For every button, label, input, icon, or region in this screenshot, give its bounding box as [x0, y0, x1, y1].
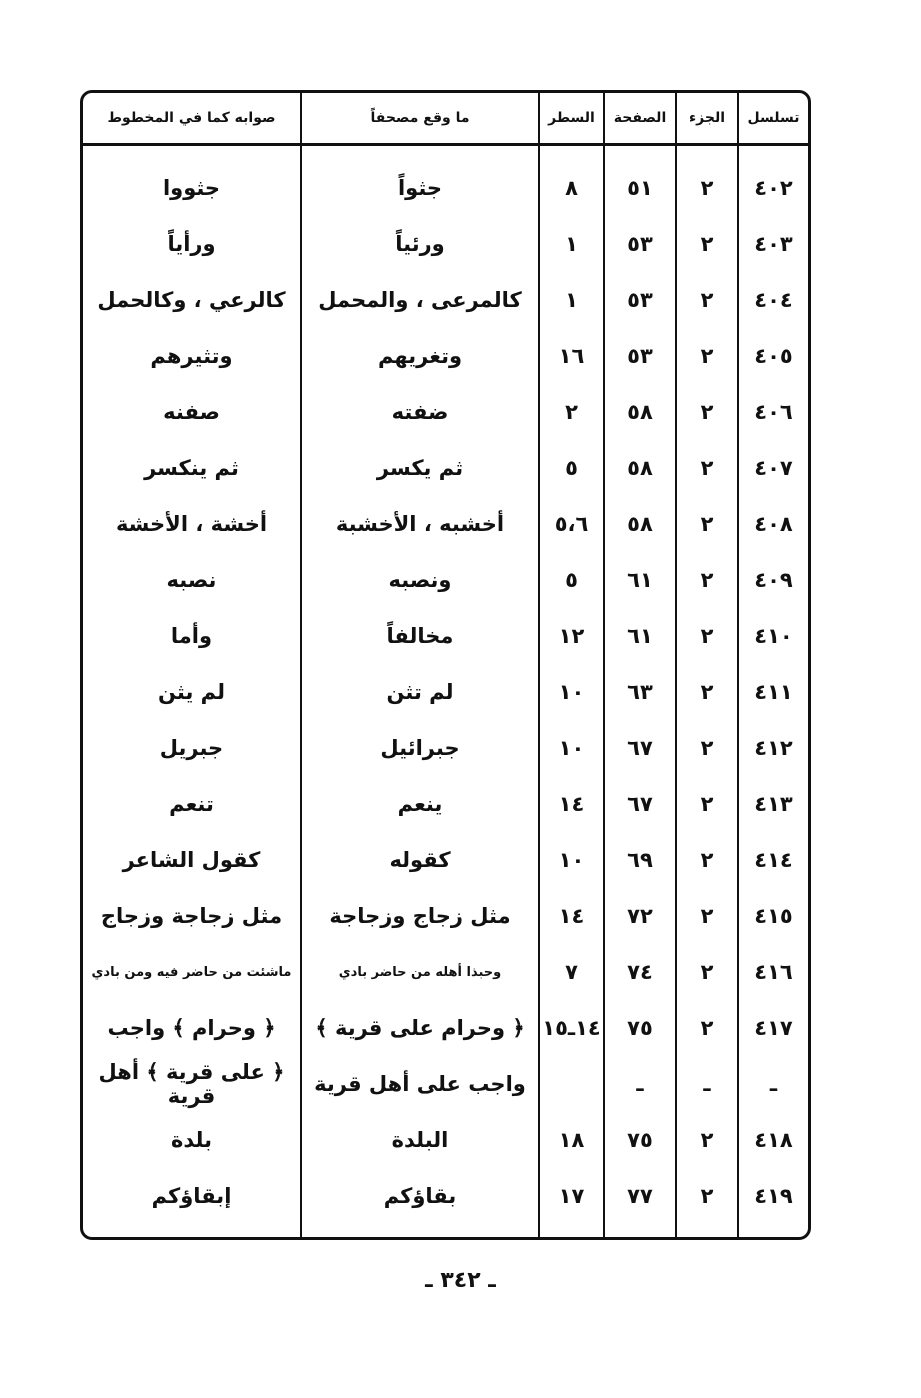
cell-wrong: كالمرعى ، والمحمل — [301, 272, 539, 328]
cell-page: ٦٧ — [604, 720, 676, 776]
cell-wrong: أخشبه ، الأخشبة — [301, 496, 539, 552]
header-correct: صوابه كما في المخطوط — [83, 93, 301, 145]
cell-wrong: مخالفاً — [301, 608, 539, 664]
cell-wrong: بقاؤكم — [301, 1168, 539, 1224]
cell-wrong: وتغريهم — [301, 328, 539, 384]
table-body — [83, 145, 808, 1239]
cell-page: ٥٣ — [604, 328, 676, 384]
cell-part: ـ — [676, 1056, 738, 1112]
cell-serial: ٤٠٩ — [738, 552, 808, 608]
table-row — [83, 1168, 808, 1224]
cell-correct: كقول الشاعر — [122, 848, 261, 872]
cell-serial: ـ — [738, 1056, 808, 1112]
header-serial: تسلسل — [738, 93, 808, 145]
cell-part: ٢ — [676, 496, 738, 552]
cell-serial: ٤١١ — [738, 664, 808, 720]
cell-part: ٢ — [676, 776, 738, 832]
cell-part: ٢ — [676, 1000, 738, 1056]
cell-page: ٧٢ — [604, 888, 676, 944]
cell-correct: وتثيرهم — [150, 344, 233, 368]
cell-part: ٢ — [676, 216, 738, 272]
cell-page: ٥٣ — [604, 216, 676, 272]
cell-line — [539, 1056, 604, 1112]
cell-serial: ٤٠٦ — [738, 384, 808, 440]
cell-part: ٢ — [676, 608, 738, 664]
cell-line: ١٧ — [539, 1168, 604, 1224]
cell-correct: جثووا — [162, 176, 221, 200]
cell-correct: أخشة ، الأخشة — [115, 512, 268, 536]
table-row — [83, 440, 808, 496]
cell-wrong: واجب على أهل قرية — [301, 1056, 539, 1112]
cell-correct: ماشئت من حاضر فيه ومن بادي — [91, 964, 292, 980]
cell-correct: إبقاؤكم — [151, 1184, 232, 1208]
cell-correct: بلدة — [171, 1128, 212, 1152]
table-row — [83, 552, 808, 608]
cell-wrong: كقوله — [301, 832, 539, 888]
cell-line: ١٤ — [539, 888, 604, 944]
cell-page: ٥٨ — [604, 496, 676, 552]
cell-serial: ٤٠٢ — [738, 160, 808, 216]
cell-line: ٧ — [539, 944, 604, 1000]
table-row — [83, 1112, 808, 1168]
cell-serial: ٤١٨ — [738, 1112, 808, 1168]
cell-line: ١٠ — [539, 720, 604, 776]
cell-line: ١٠ — [539, 832, 604, 888]
cell-correct: ثم ينكسر — [144, 456, 239, 480]
cell-correct: صفنه — [163, 400, 220, 424]
cell-page: ٦١ — [604, 608, 676, 664]
cell-correct: كالرعي ، وكالحمل — [97, 288, 286, 312]
cell-serial: ٤٠٧ — [738, 440, 808, 496]
cell-serial: ٤٠٨ — [738, 496, 808, 552]
cell-page: ٥١ — [604, 160, 676, 216]
cell-serial: ٤١٤ — [738, 832, 808, 888]
cell-page: ٧٧ — [604, 1168, 676, 1224]
cell-wrong: جبرائيل — [301, 720, 539, 776]
cell-correct: لم يثن — [157, 680, 226, 704]
cell-part: ٢ — [676, 552, 738, 608]
cell-line: ٥ — [539, 552, 604, 608]
cell-page: ٧٤ — [604, 944, 676, 1000]
cell-wrong: ﴿ وحرام على قرية ﴾ — [301, 1000, 539, 1056]
cell-correct: ﴿ على قرية ﴾ أهل قرية — [98, 1060, 285, 1108]
cell-correct: وأما — [170, 624, 213, 648]
cell-line: ٢ — [539, 384, 604, 440]
cell-wrong: البلدة — [301, 1112, 539, 1168]
table-row — [83, 272, 808, 328]
cell-wrong: ينعم — [301, 776, 539, 832]
table-row — [83, 720, 808, 776]
table-row — [83, 496, 808, 552]
cell-page: ٥٨ — [604, 440, 676, 496]
cell-wrong: ثم يكسر — [301, 440, 539, 496]
cell-part: ٢ — [676, 944, 738, 1000]
cell-line: ١٠ — [539, 664, 604, 720]
cell-correct: ورأياً — [167, 232, 216, 256]
header-row — [83, 93, 808, 145]
cell-line: ١ — [539, 272, 604, 328]
cell-part: ٢ — [676, 832, 738, 888]
cell-page: ٥٨ — [604, 384, 676, 440]
cell-serial: ٤١٠ — [738, 608, 808, 664]
cell-serial: ٤١٥ — [738, 888, 808, 944]
cell-line: ١ — [539, 216, 604, 272]
cell-line: ١٦ — [539, 328, 604, 384]
cell-part: ٢ — [676, 664, 738, 720]
cell-correct: نصبه — [166, 568, 217, 592]
cell-line: ٨ — [539, 160, 604, 216]
cell-line: ١٤ — [539, 776, 604, 832]
table-row — [83, 944, 808, 1000]
header-page: الصفحة — [604, 93, 676, 145]
cell-serial: ٤١٢ — [738, 720, 808, 776]
cell-serial: ٤٠٣ — [738, 216, 808, 272]
cell-part: ٢ — [676, 160, 738, 216]
table-row — [83, 1000, 808, 1056]
cell-serial: ٤٠٥ — [738, 328, 808, 384]
cell-page: ٥٣ — [604, 272, 676, 328]
cell-serial: ٤١٣ — [738, 776, 808, 832]
errata-table-frame — [80, 90, 811, 1240]
cell-correct: ﴿ وحرام ﴾ واجب — [107, 1016, 276, 1040]
cell-line: ١٨ — [539, 1112, 604, 1168]
cell-line: ٥،٦ — [539, 496, 604, 552]
table-row — [83, 1056, 808, 1112]
table-row — [83, 888, 808, 944]
cell-correct: مثل زجاجة وزجاج — [100, 904, 283, 928]
spacer-row — [83, 145, 808, 161]
table-row — [83, 216, 808, 272]
cell-wrong: لم تثن — [301, 664, 539, 720]
header-wrong: ما وقع مصحفاً — [301, 93, 539, 145]
cell-part: ٢ — [676, 328, 738, 384]
errata-table — [83, 93, 808, 1238]
cell-line: ١٢ — [539, 608, 604, 664]
cell-part: ٢ — [676, 1168, 738, 1224]
cell-wrong: ضفته — [301, 384, 539, 440]
cell-part: ٢ — [676, 1112, 738, 1168]
page-number: ـ ٣٤٢ ـ — [425, 1268, 496, 1293]
table-row — [83, 328, 808, 384]
cell-wrong: ورئياً — [301, 216, 539, 272]
cell-part: ٢ — [676, 720, 738, 776]
cell-wrong: جثواً — [301, 160, 539, 216]
cell-serial: ٤١٧ — [738, 1000, 808, 1056]
table-row — [83, 664, 808, 720]
cell-page: ٦٣ — [604, 664, 676, 720]
cell-page: ٧٥ — [604, 1000, 676, 1056]
cell-part: ٢ — [676, 272, 738, 328]
cell-page: ٦٩ — [604, 832, 676, 888]
cell-serial: ٤٠٤ — [738, 272, 808, 328]
cell-page: ٦١ — [604, 552, 676, 608]
cell-wrong: وحبذا أهله من حاضر بادي — [301, 944, 539, 1000]
cell-wrong: مثل زجاج وزجاجة — [301, 888, 539, 944]
header-line: السطر — [539, 93, 604, 145]
cell-correct: جبريل — [159, 736, 224, 760]
cell-serial: ٤١٦ — [738, 944, 808, 1000]
cell-page: ٦٧ — [604, 776, 676, 832]
cell-line: ١٤ـ١٥ — [539, 1000, 604, 1056]
table-row — [83, 160, 808, 216]
cell-wrong: ونصبه — [301, 552, 539, 608]
cell-correct: تنعم — [169, 792, 214, 816]
cell-page: ـ — [604, 1056, 676, 1112]
cell-line: ٥ — [539, 440, 604, 496]
cell-part: ٢ — [676, 384, 738, 440]
cell-part: ٢ — [676, 888, 738, 944]
table-row — [83, 776, 808, 832]
cell-part: ٢ — [676, 440, 738, 496]
table-row — [83, 384, 808, 440]
table-row — [83, 608, 808, 664]
spacer-row — [83, 1224, 808, 1238]
table-row — [83, 832, 808, 888]
header-part: الجزء — [676, 93, 738, 145]
cell-serial: ٤١٩ — [738, 1168, 808, 1224]
cell-page: ٧٥ — [604, 1112, 676, 1168]
